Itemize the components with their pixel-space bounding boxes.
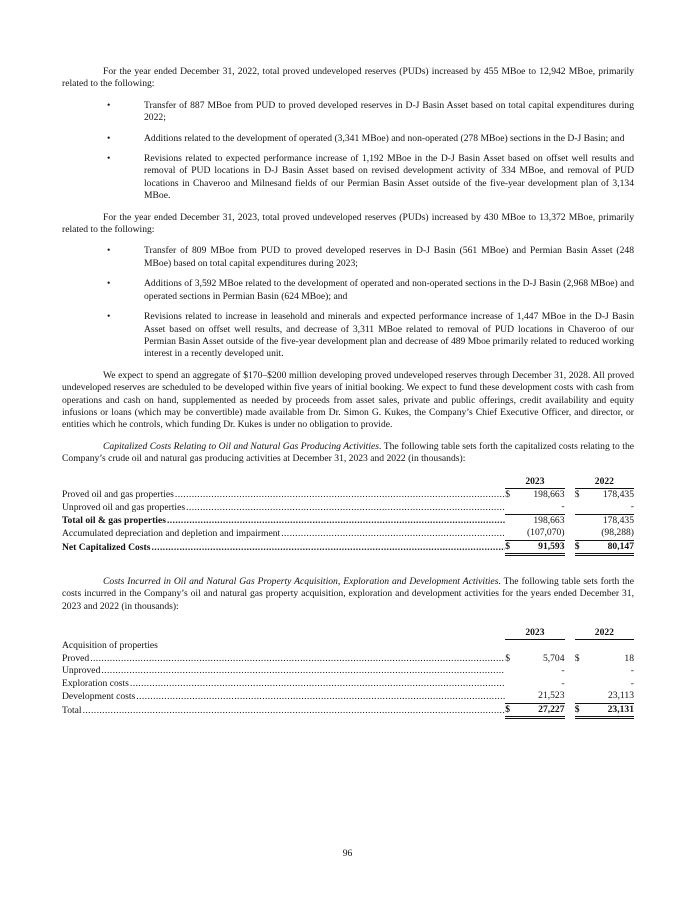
- table-row: Proved ..... $ 5,704 $ 18: [62, 653, 634, 666]
- year-header: 2023: [505, 627, 564, 640]
- paragraph-2023-intro: For the year ended December 31, 2023, total proved undeveloped reserves (PUDs) increased by 430 MBoe to 13,372 MBoe, primarily related to the following:: [62, 211, 634, 236]
- year-header: 2022: [575, 627, 634, 640]
- table-row: Total ..... $ 27,227 $ 23,131: [62, 703, 634, 718]
- list-item: • Revisions related to increase in leasehold and minerals and expected performance increase of 1,447 MBoe in the D-J Basin Asset based on offset well results, and decrease of 3,311 MBoe related to removal of PUD locations in Chaveroo of our Permian Basin Asset outside of the five-year development plan and decrease of 489 Mboe primarily related to reduced working interest in a recently developed unit.: [107, 311, 634, 360]
- table-row: Net Capitalized Costs ..... $ 91,593 $ 80,147: [62, 540, 634, 555]
- list-item: • Additions of 3,592 MBoe related to the development of operated and non-operated sections in the D-J Basin (2,968 MBoe) and operated sections in Permian Basin (624 MBoe); and: [107, 278, 634, 302]
- section-title: Costs Incurred in Oil and Natural Gas Property Acquisition, Exploration and Development Activities: [103, 576, 499, 588]
- bullet-icon: •: [107, 278, 111, 290]
- table-row: Acquisition of properties: [62, 640, 158, 652]
- table-row: Total oil & gas properties ..... 198,663 178,435: [62, 514, 634, 527]
- list-item: • Additions related to the development of operated (3,341 MBoe) and non-operated (278 MBoe) sections in the D-J Basin; and: [107, 132, 625, 144]
- year-header: 2022: [575, 476, 634, 489]
- table-row: Accumulated depreciation and depletion and impairment ..... (107,070) (98,288): [62, 527, 634, 540]
- table-row: Unproved ..... - -: [62, 665, 634, 678]
- bullet-list-2023: [62, 245, 634, 360]
- section-title: Capitalized Costs Relating to Oil and Natural Gas Producing Activities: [103, 440, 380, 452]
- capitalized-costs-table: [62, 476, 634, 557]
- table-header-row: [62, 476, 634, 489]
- list-item: • Transfer of 887 MBoe from PUD to proved developed reserves in D-J Basin Asset based on total capital expenditures during 2022;: [107, 99, 634, 124]
- table-row: Exploration costs ..... - -: [62, 678, 634, 691]
- table-header-row: [62, 627, 634, 640]
- list-item: • Transfer of 809 MBoe from PUD to proved developed reserves in D-J Basin (561 MBoe) and Permian Basin Asset (248 MBoe) based on total capital expenditures during 2023;: [107, 245, 634, 269]
- bullet-icon: •: [107, 132, 111, 144]
- paragraph-2022-intro: For the year ended December 31, 2022, total proved undeveloped reserves (PUDs) increased by 455 MBoe to 12,942 MBoe, primarily related to the following:: [62, 66, 634, 90]
- bullet-icon: •: [107, 153, 111, 165]
- table-row: Proved oil and gas properties ..... $ 198,663 $ 178,435: [62, 488, 634, 501]
- paragraph-capitalized-costs: Capitalized Costs Relating to Oil and Natural Gas Producing Activities. The following table sets forth the capitalized costs relating to the Company’s crude oil and natural gas producing activities at December 31, 2023 and 2022 (in thousands):: [62, 440, 634, 465]
- list-item: • Revisions related to expected performance increase of 1,192 MBoe in the D-J Basin Asset based on offset well results and removal of PUD locations in D-J Basin Asset based on revised development activity of 334 MBoe, and removal of PUD locations in Chaveroo and Milnesand fields of our Permian Basin Asset outside of the five-year development plan of 3,134 MBoe.: [107, 153, 634, 202]
- bullet-icon: •: [107, 245, 111, 257]
- paragraph-costs-incurred: Costs Incurred in Oil and Natural Gas Property Acquisition, Exploration and Development Activities. The following table sets forth the costs incurred in the Company’s oil and natural gas property acquisition, exploration and development activities for the years ended December 31, 2023 and 2022 (in thousands):: [62, 576, 634, 612]
- year-header: 2023: [505, 476, 564, 489]
- table-row: Development costs ..... 21,523 23,113: [62, 690, 634, 703]
- table-row: Unproved oil and gas properties ..... - -: [62, 501, 634, 514]
- bullet-icon: •: [107, 99, 111, 111]
- bullet-list-2022: [62, 100, 634, 203]
- page-number: 96: [342, 848, 353, 859]
- costs-incurred-table: [62, 627, 634, 719]
- paragraph-spending: We expect to spend an aggregate of $170–$200 million developing proved undeveloped reserves through December 31, 2028. All proved undeveloped reserves are scheduled to be developed within five years of initial booking. We expect to fund these development costs with cash from operations and cash on hand, supplemented as needed by proceeds from asset sales, private and public offerings, credit availability and equity infusions or loans (which may be convertible) made available from Dr. Simon G. Kukes, the Company’s Chief Executive Officer, and director, or entities which he controls, which funding Dr. Kukes is under no obligation to provide.: [62, 369, 634, 431]
- bullet-icon: •: [107, 311, 111, 323]
- document-page: [62, 66, 634, 719]
